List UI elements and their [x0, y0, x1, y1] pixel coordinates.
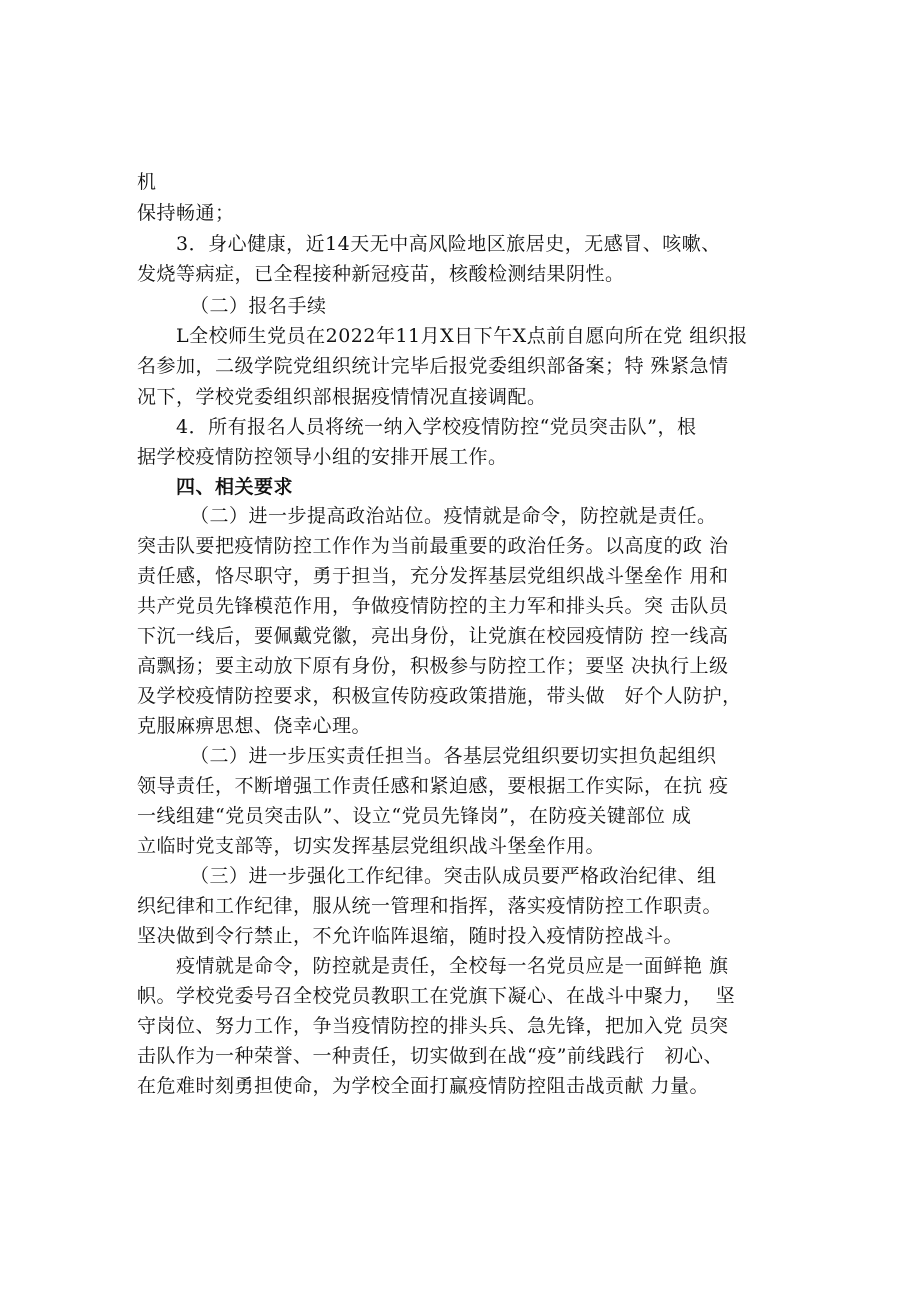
- text-line: L全校师生党员在2022年11月X日下午X点前自愿向所在党 组织报: [176, 325, 748, 347]
- text-line: 发烧等病症，已全程接种新冠疫苗，核酸检测结果阴性。: [137, 263, 625, 285]
- text-line: 共产党员先锋模范作用，争做疫情防控的主力军和排头兵。突 击队员: [137, 595, 729, 617]
- section-heading: 四、相关要求: [176, 476, 294, 498]
- text-line: 领导责任，不断增强工作责任感和紧迫感，要根据工作实际，在抗 疫: [137, 775, 729, 797]
- text-line: （三）进一步强化工作纪律。突击队成员要严格政治纪律、组: [190, 865, 717, 887]
- text-line: 一线组建“党员突击队”、设立“党员先锋岗”，在防疫关键部位 成: [137, 805, 692, 827]
- text-line: 疫情就是命令，防控就是责任，全校每一名党员应是一面鲜艳 旗: [176, 955, 729, 977]
- text-line: （二）进一步提高政治站位。疫情就是命令，防控就是责任。: [190, 505, 717, 527]
- text-line: 守岗位、努力工作，争当疫情防控的排头兵、急先锋，把加入党 员突: [137, 1015, 729, 1037]
- text-line: 克服麻痹思想、侥幸心理。: [137, 715, 372, 737]
- text-line: 高飘扬；要主动放下原有身份，积极参与防控工作；要坚 决执行上级: [137, 655, 729, 677]
- text-line: 况下，学校党委组织部根据疫情情况直接调配。: [137, 386, 547, 408]
- text-line: 立临时党支部等，切实发挥基层党组织战斗堡垒作用。: [137, 835, 606, 857]
- text-line: 责任感，恪尽职守，勇于担当，充分发挥基层党组织战斗堡垒作 用和: [137, 565, 729, 587]
- text-line: 3．身心健康，近14天无中高风险地区旅居史，无感冒、咳嗽、: [176, 233, 721, 255]
- text-line: 保持畅通；: [137, 202, 235, 224]
- text-line: 突击队要把疫情防控工作作为当前最重要的政治任务。以高度的政 治: [137, 535, 729, 557]
- text-line: 机: [137, 171, 157, 193]
- text-line: 4．所有报名人员将统一纳入学校疫情防控“党员突击队”，根: [176, 416, 697, 438]
- section-heading: （二）报名手续: [190, 295, 327, 317]
- text-line: 织纪律和工作纪律，服从统一管理和指挥，落实疫情防控工作职责。: [137, 895, 723, 917]
- text-line: （二）进一步压实责任担当。各基层党组织要切实担负起组织: [190, 745, 717, 767]
- text-line: 在危难时刻勇担使命，为学校全面打赢疫情防控阻击战贡献 力量。: [137, 1075, 710, 1097]
- text-line: 及学校疫情防控要求，积极宣传防疫政策措施，带头做 好个人防护，: [137, 685, 742, 707]
- text-line: 击队作为一种荣誉、一种责任，切实做到在战“疫”前线践行 初心、: [137, 1045, 724, 1067]
- text-line: 下沉一线后，要佩戴党徽，亮出身份，让党旗在校园疫情防 控一线高: [137, 625, 729, 647]
- text-line: 帜。学校党委号召全校党员教职工在党旗下凝心、在战斗中聚力， 坚: [137, 985, 736, 1007]
- text-line: 名参加，二级学院党组织统计完毕后报党委组织部备案；特 殊紧急情: [137, 355, 729, 377]
- text-line: 据学校疫情防控领导小组的安排开展工作。: [137, 446, 508, 468]
- text-line: 坚决做到令行禁止，不允许临阵退缩，随时投入疫情防控战斗。: [137, 925, 684, 947]
